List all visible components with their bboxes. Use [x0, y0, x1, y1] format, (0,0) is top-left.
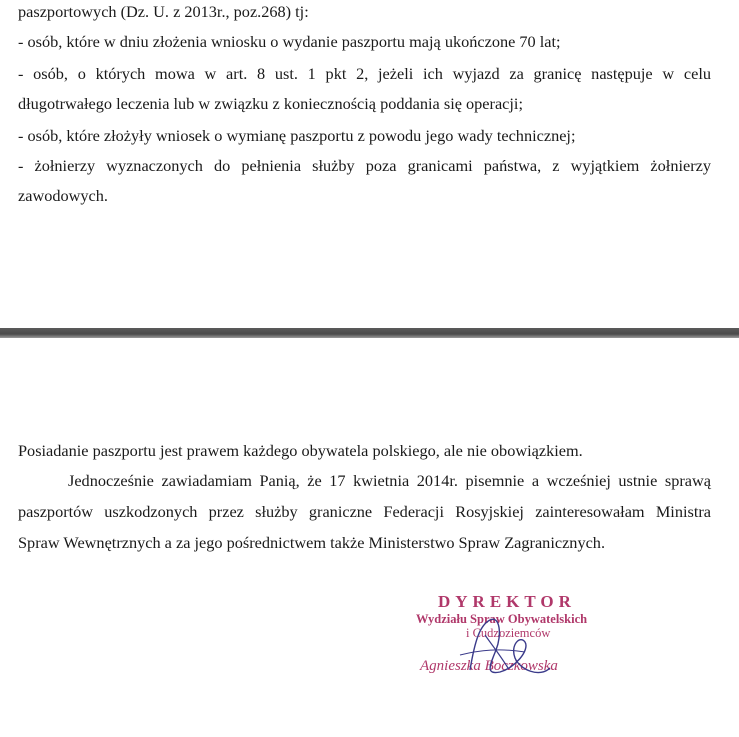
handwritten-signature	[430, 600, 580, 690]
signature-stroke	[460, 650, 525, 655]
list-item: - żołnierzy wyznaczonych do pełnienia służby poza granicami państwa, z wyjątkiem żołnierzy	[18, 156, 711, 175]
stamp-department-continuation: i Cudzoziemców	[466, 626, 551, 640]
stamp-department: Wydziału Spraw Obywatelskich	[416, 612, 588, 626]
paragraph-line: Jednocześnie zawiadamiam Panią, że 17 kwietnia 2014r. pisemnie a wcześniej ustnie sprawą	[68, 471, 711, 490]
list-item: - osób, o których mowa w art. 8 ust. 1 pkt 2, jeżeli ich wyjazd za granicę następuje w celu	[18, 64, 711, 83]
list-item-continuation: zawodowych.	[18, 186, 108, 205]
stamp-name: Agnieszka Boczkowska	[420, 658, 558, 674]
signature-stroke	[485, 635, 508, 668]
list-item-continuation: długotrwałego leczenia lub w związku z koniecznością poddania się operacji;	[18, 94, 523, 113]
document-page-top	[0, 0, 739, 328]
signature-stroke	[470, 619, 550, 672]
text-line: paszportowych (Dz. U. z 2013r., poz.268) tj:	[18, 2, 309, 21]
page-divider	[0, 328, 739, 338]
paragraph-line: Spraw Wewnętrznych a za jego pośrednictwem także Ministerstwo Spraw Zagranicznych.	[18, 533, 606, 552]
stamp-title: DYREKTOR	[438, 592, 576, 611]
paragraph-line: paszportów uszkodzonych przez służby graniczne Federacji Rosyjskiej zainteresowałam Ministra	[18, 502, 711, 521]
paragraph: Posiadanie paszportu jest prawem każdego obywatela polskiego, ale nie obowiązkiem.	[18, 441, 583, 460]
list-item: - osób, które w dniu złożenia wniosku o wydanie paszportu mają ukończone 70 lat;	[18, 32, 561, 51]
list-item: - osób, które złożyły wniosek o wymianę paszportu z powodu jego wady technicznej;	[18, 126, 576, 145]
